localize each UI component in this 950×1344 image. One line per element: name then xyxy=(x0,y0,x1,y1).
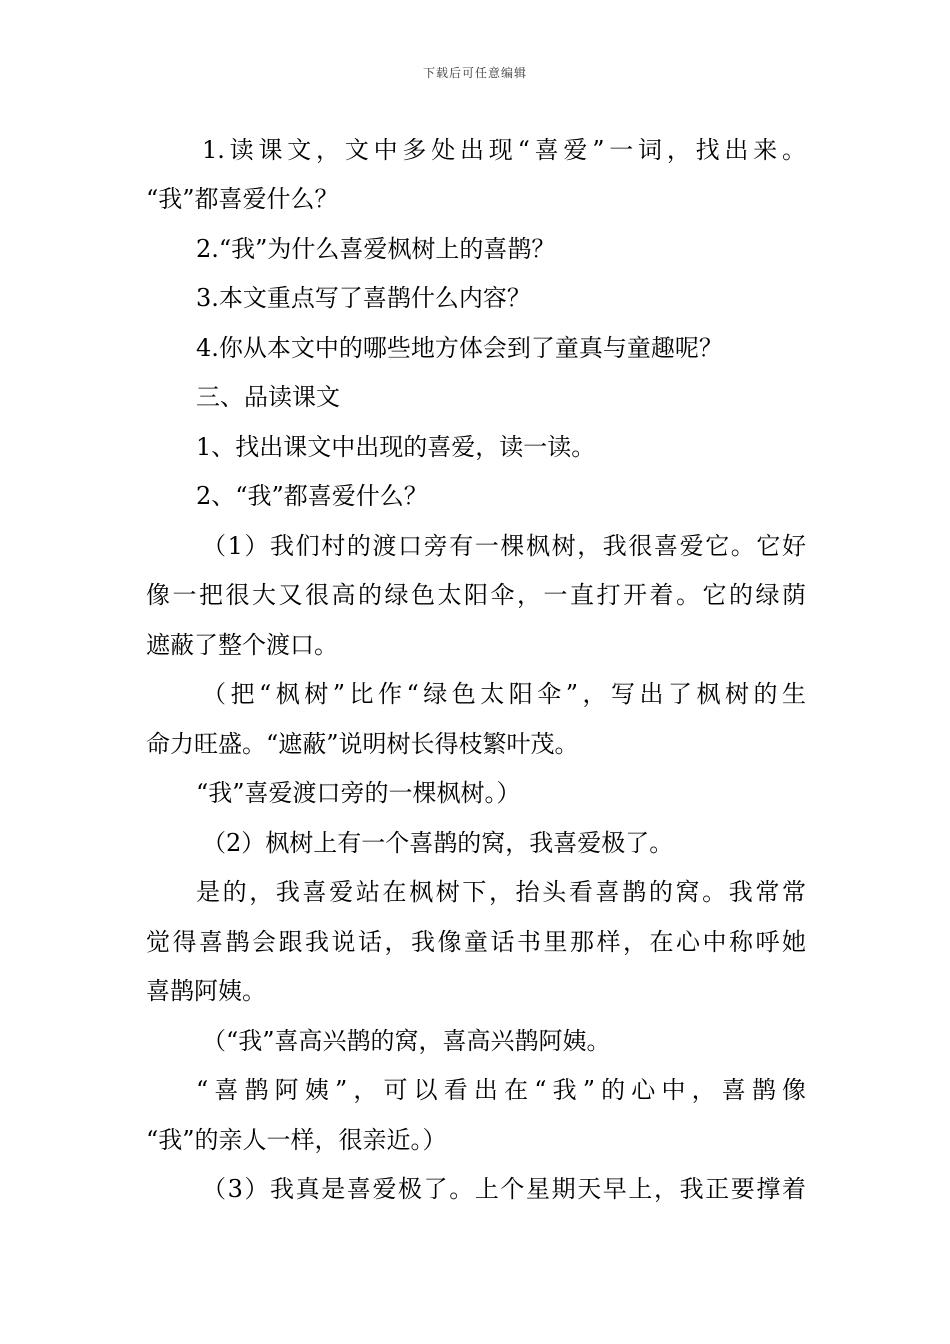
paragraph-line: （1）我们村的渡口旁有一棵枫树，我很喜爱它。它好 xyxy=(202,532,806,560)
paragraph-line: “我”喜爱渡口旁的一棵枫树。） xyxy=(196,779,521,807)
paragraph-line: 1、找出课文中出现的喜爱，读一读。 xyxy=(196,433,596,461)
paragraph-line: 遮蔽了整个渡口。 xyxy=(146,631,338,659)
paragraph-line: （2）枫树上有一个喜鹊的窝，我喜爱极了。 xyxy=(202,829,674,857)
paragraph-line: “我”的亲人一样，很亲近。） xyxy=(146,1126,447,1154)
paragraph-line: 像一把很大又很高的绿色太阳伞，一直打开着。它的绿荫 xyxy=(146,581,806,609)
paragraph-line: 觉得喜鹊会跟我说话，我像童话书里那样，在心中称呼她 xyxy=(146,928,806,956)
paragraph-line: 4.你从本文中的哪些地方体会到了童真与童趣呢？ xyxy=(196,334,723,362)
paragraph-line: 3.本文重点写了喜鹊什么内容？ xyxy=(196,284,531,312)
section-heading: 三、品读课文 xyxy=(196,383,340,411)
page-header: 下载后可任意编辑 xyxy=(422,66,527,80)
paragraph-line: （“我”喜高兴鹊的窝，喜高兴鹊阿姨。 xyxy=(202,1027,611,1055)
paragraph-line: 2、“我”都喜爱什么？ xyxy=(196,482,428,510)
paragraph-line: 喜鹊阿姨。 xyxy=(146,977,266,1005)
paragraph-line: 是的，我喜爱站在枫树下，抬头看喜鹊的窝。我常常 xyxy=(196,878,806,906)
paragraph-line: （把“枫树”比作“绿色太阳伞”，写出了枫树的生 xyxy=(202,680,806,708)
paragraph-line: 1.读课文，文中多处出现“喜爱”一词，找出来。 xyxy=(202,136,806,164)
paragraph-line: “我”都喜爱什么？ xyxy=(146,185,339,213)
paragraph-line: （3）我真是喜爱极了。上个星期天早上，我正要撑着 xyxy=(202,1175,806,1203)
paragraph-line: 2.“我”为什么喜爱枫树上的喜鹊？ xyxy=(196,235,556,263)
paragraph-line: “喜鹊阿姨”，可以看出在“我”的心中，喜鹊像 xyxy=(196,1076,806,1104)
paragraph-line: 命力旺盛。“遮蔽”说明树长得枝繁叶茂。 xyxy=(146,730,579,758)
